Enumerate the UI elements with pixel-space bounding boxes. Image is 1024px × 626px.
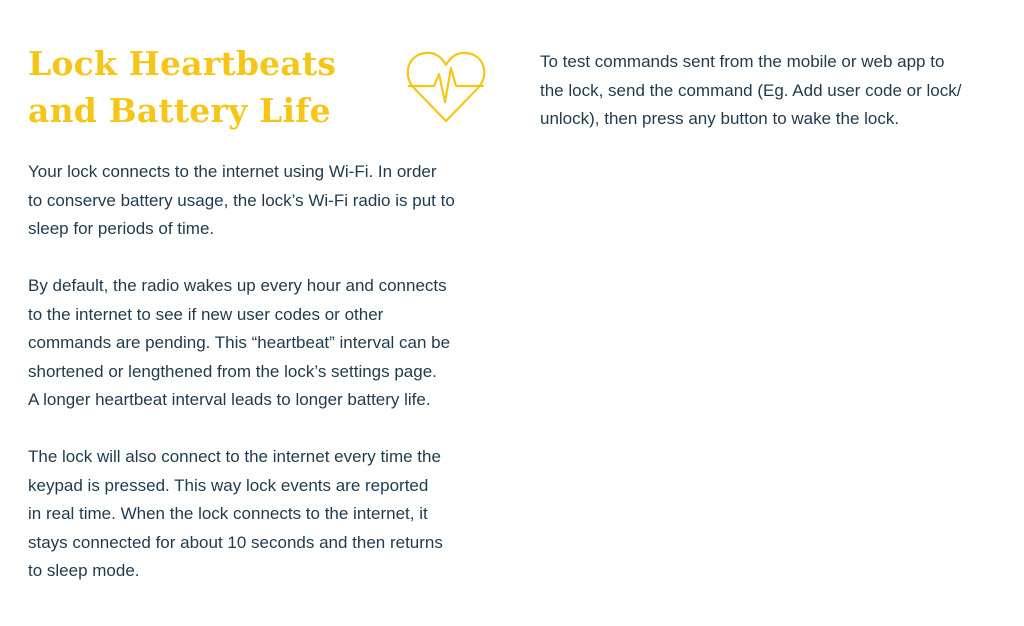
text-line: in real time. When the lock connects to the internet, it (28, 504, 428, 523)
text-line: Your lock connects to the internet using Wi-Fi. In order (28, 162, 437, 181)
text-line: The lock will also connect to the internet every time the (28, 447, 441, 466)
text-line: shortened or lengthened from the lock’s settings page. (28, 361, 437, 381)
text-line: By default, the radio wakes up every hour and connects (28, 276, 447, 295)
text-line: A longer heartbeat interval leads to longer battery life. (28, 390, 431, 409)
heartbeat-heart-icon (406, 48, 486, 124)
title-line-1: Lock Heartbeats (28, 44, 337, 83)
text-line: the lock, send the command (Eg. Add user code or lock/ (540, 80, 962, 100)
right-column (540, 48, 1010, 134)
text-line: to the internet to see if new user codes or other (28, 304, 384, 324)
text-line: sleep for periods of time. (28, 219, 215, 238)
paragraph-heartbeat (28, 272, 498, 415)
text-line: commands are pending. This “heartbeat” interval can be (28, 333, 451, 352)
text-line: stays connected for about 10 seconds and then returns (28, 532, 443, 552)
text-line: unlock), then press any button to wake the lock. (540, 109, 900, 128)
left-column (28, 158, 498, 586)
paragraph-keypad (28, 443, 498, 586)
text-line: keypad is pressed. This way lock events are reported (28, 475, 429, 495)
text-line: to conserve battery usage, the lock’s Wi-Fi radio is put to (28, 190, 455, 210)
paragraph-test-commands (540, 48, 1010, 134)
title-line-2: and Battery Life (28, 91, 331, 130)
text-line: to sleep mode. (28, 561, 140, 580)
paragraph-wifi (28, 158, 498, 244)
text-line: To test commands sent from the mobile or web app to (540, 52, 945, 71)
